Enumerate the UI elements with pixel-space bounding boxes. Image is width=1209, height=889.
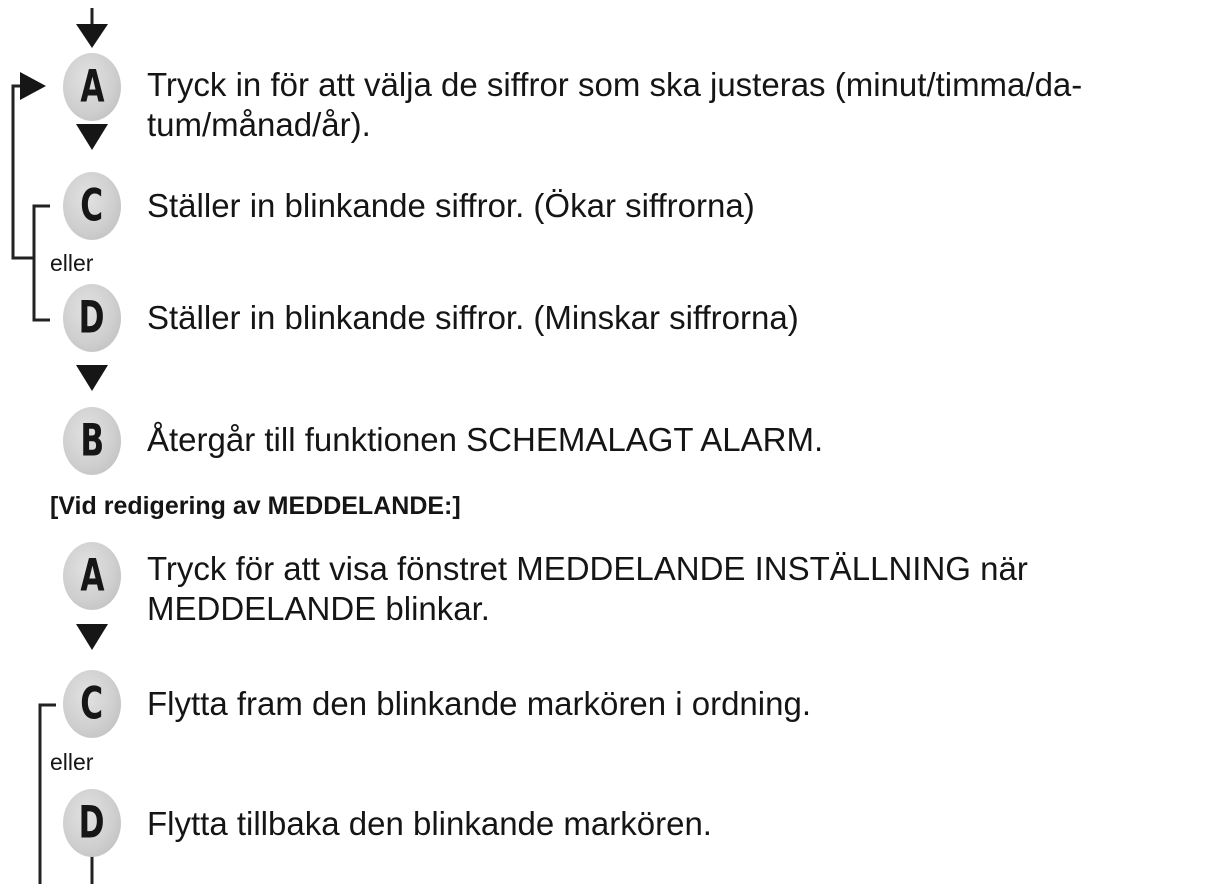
arrow-down-icon bbox=[76, 624, 108, 650]
button-c-icon bbox=[63, 670, 121, 738]
step-c-text: Flytta fram den blinkande markören i ordning. bbox=[147, 685, 811, 722]
step-c-text: Ställer in blinkande siffror. (Ökar siffrorna) bbox=[147, 187, 755, 224]
button-c-label: C bbox=[80, 678, 104, 730]
arrow-down-icon bbox=[76, 124, 108, 150]
step-a-line2: tum/månad/år). bbox=[147, 106, 371, 143]
step-a-text bbox=[147, 65, 1082, 145]
button-d-label: D bbox=[79, 797, 105, 849]
button-b-icon bbox=[63, 407, 121, 475]
button-c-label: C bbox=[80, 180, 104, 232]
arrow-right-icon bbox=[20, 72, 46, 100]
button-d-icon bbox=[63, 789, 121, 857]
button-d-icon bbox=[63, 284, 121, 352]
button-a-label: A bbox=[79, 550, 105, 602]
step-a-text bbox=[147, 549, 1028, 629]
step-d-text: Ställer in blinkande siffror. (Minskar siffrorna) bbox=[147, 299, 799, 336]
or-label: eller bbox=[50, 749, 94, 775]
arrow-down-icon bbox=[76, 24, 108, 48]
button-a-label: A bbox=[79, 61, 105, 113]
arrow-down-icon bbox=[76, 365, 108, 391]
section-heading: [Vid redigering av MEDDELANDE:] bbox=[50, 492, 461, 520]
step-a-line2: MEDDELANDE blinkar. bbox=[147, 590, 490, 627]
step-a-line1: Tryck för att visa fönstret MEDDELANDE INSTÄLLNING när bbox=[147, 550, 1028, 587]
button-d-label: D bbox=[79, 292, 105, 344]
button-c-icon bbox=[63, 172, 121, 240]
or-label: eller bbox=[50, 250, 94, 276]
step-d-text: Flytta tillbaka den blinkande markören. bbox=[147, 805, 712, 842]
button-b-label: B bbox=[80, 415, 104, 467]
button-a-icon bbox=[63, 542, 121, 610]
step-a-line1: Tryck in för att välja de siffror som ska justeras (minut/timma/da- bbox=[147, 66, 1083, 103]
button-a-icon bbox=[63, 53, 121, 121]
step-b-text: Återgår till funktionen SCHEMALAGT ALARM. bbox=[147, 421, 824, 458]
